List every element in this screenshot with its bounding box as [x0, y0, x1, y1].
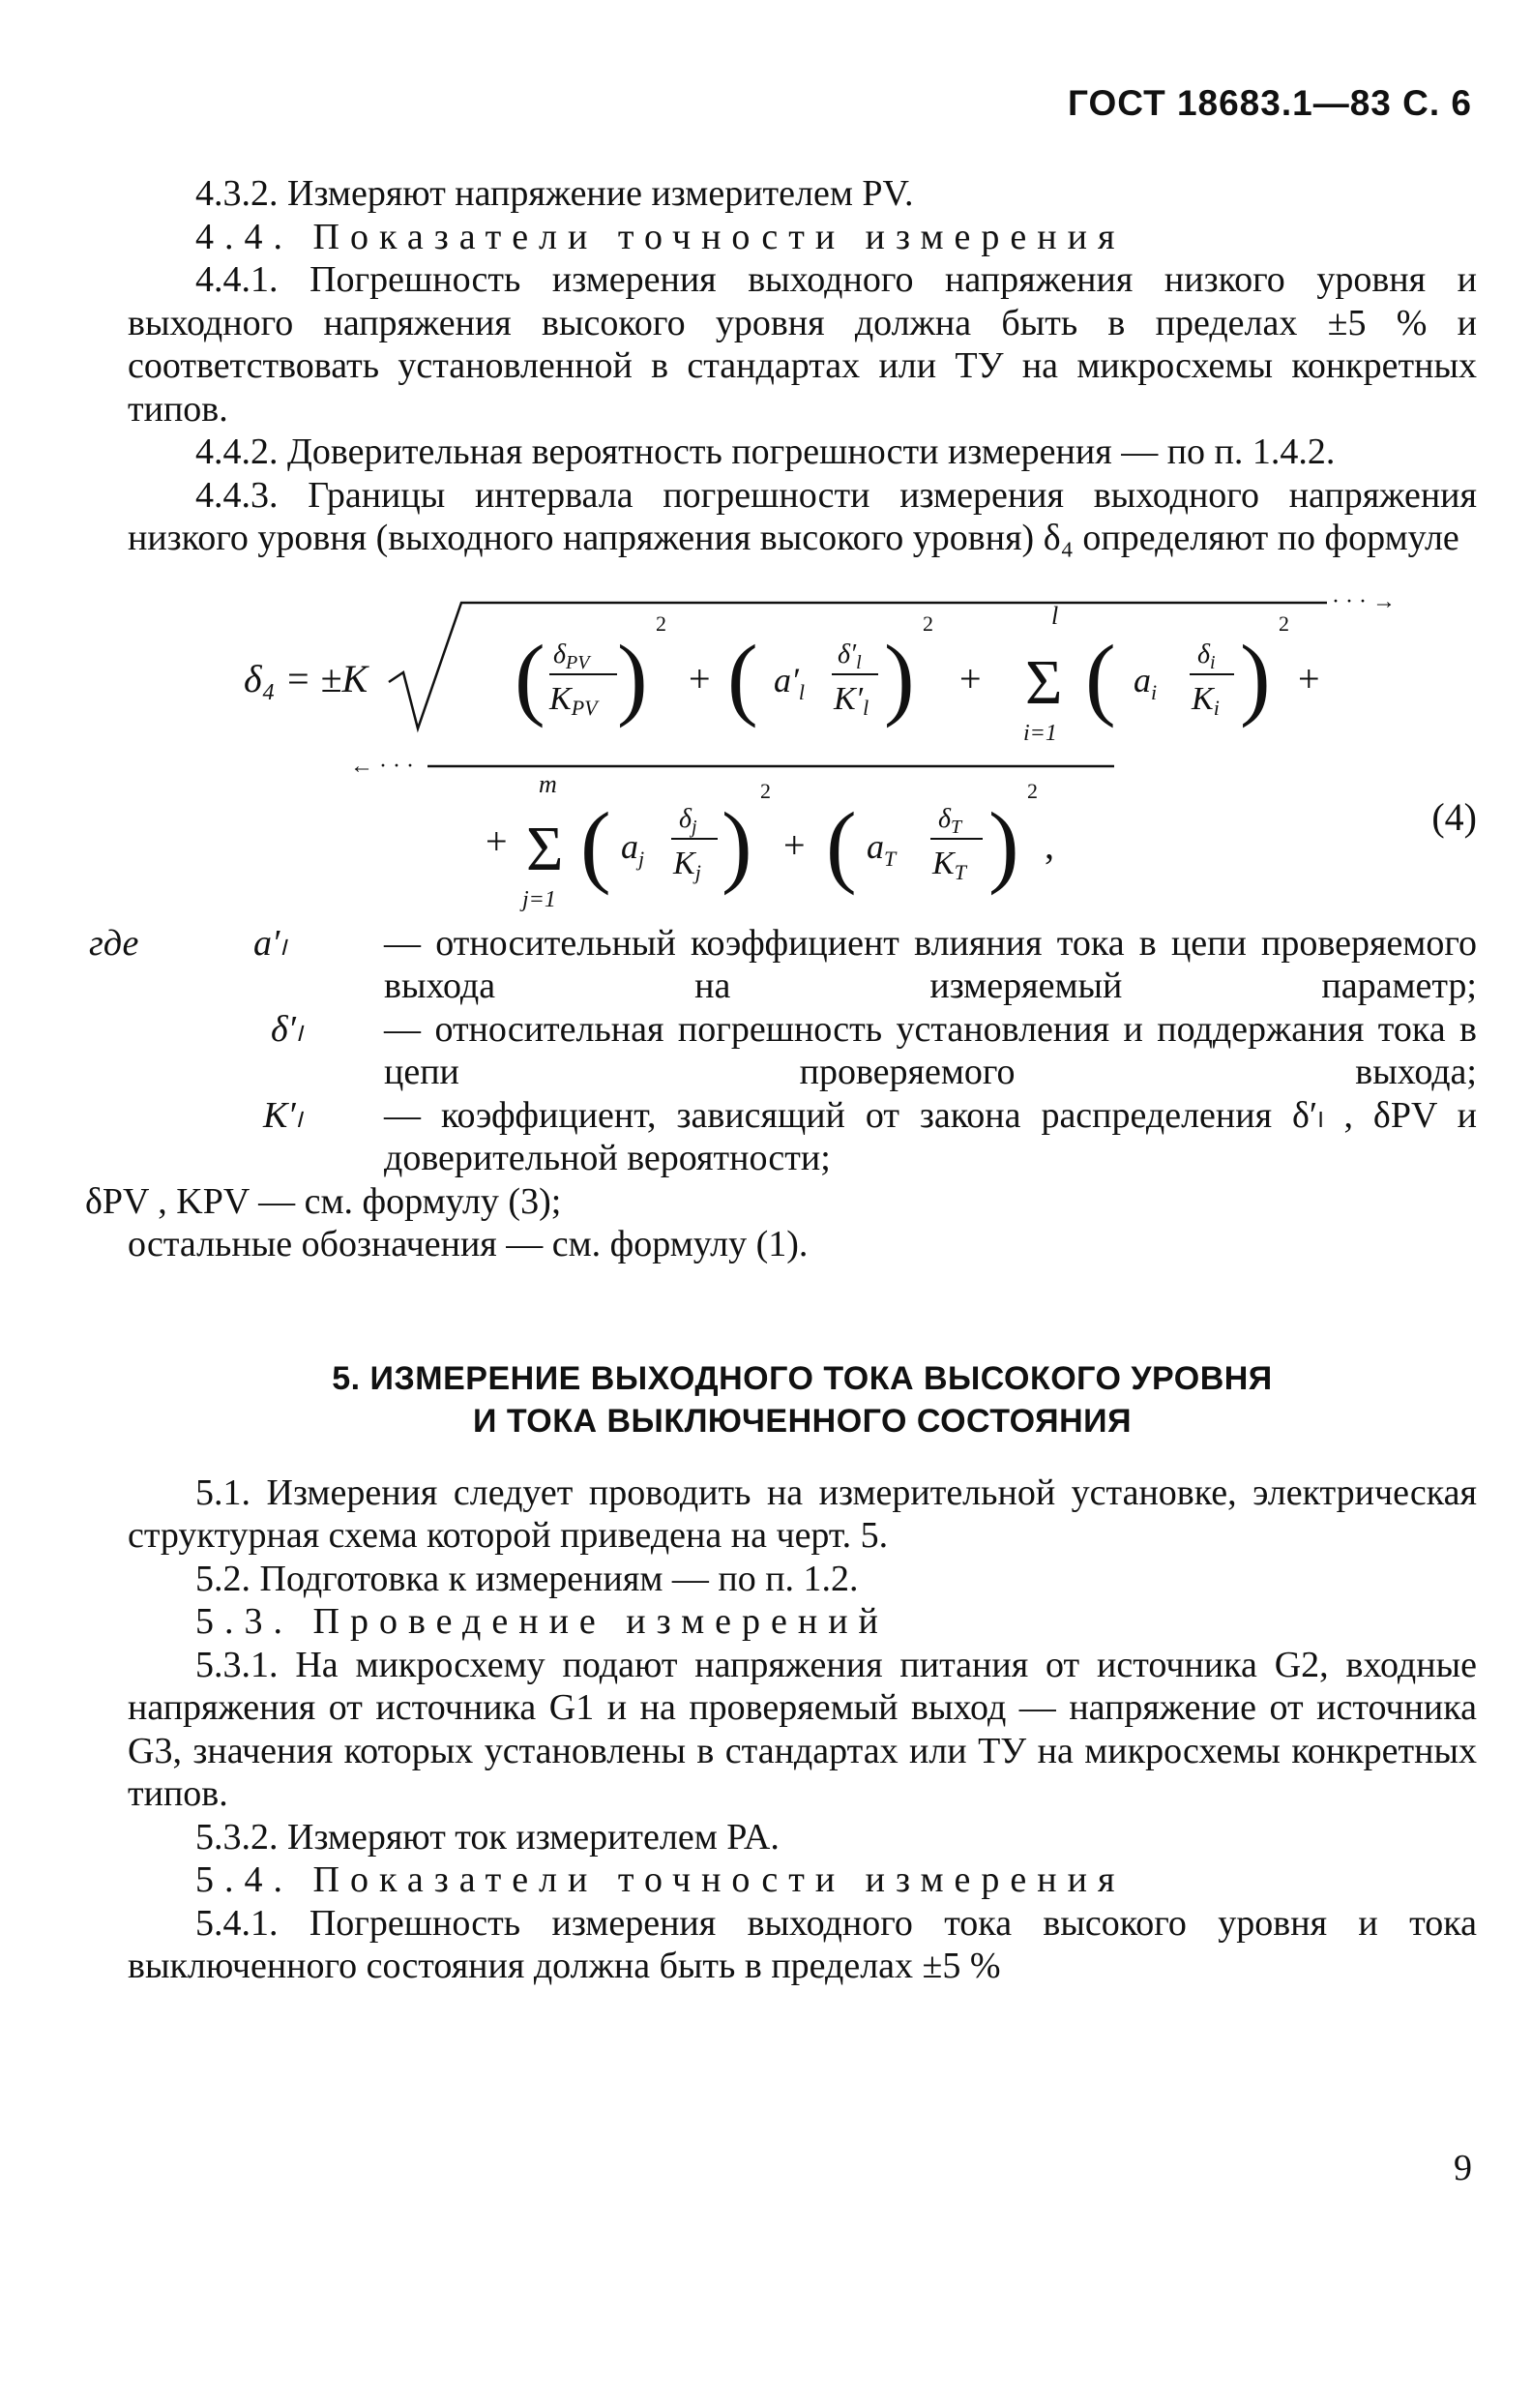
svg-text:): ) — [1240, 625, 1271, 728]
svg-text:): ) — [988, 792, 1019, 896]
svg-text:): ) — [722, 792, 752, 896]
svg-text:δi: $\delta_i$ — [1197, 639, 1216, 673]
svg-text:l: l — [1051, 601, 1059, 630]
section-5-title — [128, 1357, 1477, 1442]
paragraph-5-3-1: 5.3.1. На микросхему подают напряжения питания от источника G2, входные напряжения от источника G1 и на проверяемый выход — напряжение от источника G3, значения которых установлены в стандартах или ТУ на микросхемы конкретных типов. — [128, 1644, 1477, 1814]
svg-text:Ki: Ki — [1192, 680, 1220, 720]
svg-text:+: + — [689, 656, 711, 700]
legend-row-k — [128, 1094, 1477, 1180]
svg-text:KPV: KPV — [549, 680, 598, 720]
svg-text:+: + — [783, 822, 806, 867]
page-content — [85, 172, 1477, 1988]
svg-text:δT: $\delta_T$ — [938, 803, 962, 838]
legend-tail-2: остальные обозначения — см. формулу (1). — [128, 1224, 809, 1264]
svg-text:Σ: Σ — [1025, 646, 1063, 718]
svg-text:2: 2 — [1279, 610, 1289, 636]
legend-tail-1: δPV , KPV — см. формулу (3); — [85, 1180, 562, 1222]
svg-text:· · · →: · · · → — [1332, 588, 1396, 614]
svg-text:+: + — [486, 818, 508, 863]
paragraph-5-4-1: 5.4.1. Погрешность измерения выходного тока высокого уровня и тока выключенного состояния должна быть в пределах ±5 % — [128, 1902, 1477, 1986]
section-title-line-2: И ТОКА ВЫКЛЮЧЕННОГО СОСТОЯНИЯ — [472, 1402, 1133, 1440]
svg-text:KT: KT — [932, 845, 966, 884]
svg-text:aT: $a_T$ — [867, 826, 897, 871]
paragraph-5-1: 5.1. Измерения следует проводить на измерительной установке, электрическая структурная схема которой приведена на черт. 5. — [128, 1472, 1477, 1556]
heading-4-4: 4.4. Показатели точности измерения — [195, 216, 1126, 257]
svg-text:(: ( — [727, 625, 758, 728]
svg-text:Kj: Kj — [673, 845, 701, 884]
svg-text:): ) — [884, 625, 915, 728]
svg-text:j=1: j=1 — [522, 886, 556, 912]
equation-number: (4) — [1431, 794, 1477, 839]
svg-text:← · · ·: ← · · · — [350, 753, 414, 779]
paragraph-5-3-2: 5.3.2. Измеряют ток измерителем PA. — [195, 1816, 780, 1858]
svg-text:(: ( — [826, 792, 857, 896]
svg-text:K′l: K′l — [834, 680, 869, 720]
svg-text:+: + — [1298, 656, 1320, 700]
svg-text:a′l: $a'_l$ — [774, 660, 805, 704]
legend-text-a: — относительный коэффициент влияния тока в цепи проверяемого выхода на измеряемый параметр; — [384, 922, 1477, 1006]
legend-symbol-a: a′ₗ — [253, 922, 286, 964]
legend-text-delta: — относительная погрешность установления и поддержания тока в цепи проверяемого выхода; — [384, 1008, 1477, 1092]
svg-text:): ) — [617, 625, 648, 728]
paragraph-4-4-2: 4.4.2. Доверительная вероятность погрешности измерения — по п. 1.4.2. — [195, 431, 1336, 472]
legend-lead: где — [89, 922, 139, 964]
svg-text:2: 2 — [760, 778, 771, 803]
svg-text:2: 2 — [656, 610, 666, 636]
paragraph-4-4-1: 4.4.1. Погрешность измерения выходного напряжения низкого уровня и выходного напряжения высокого уровня должна быть в пределах ±5 % и соответствовать установленной в стандартах или ТУ на микросхемы конкретных типов. — [128, 259, 1477, 430]
formula-4-graphic — [128, 568, 1477, 914]
svg-text:(: ( — [1085, 625, 1116, 728]
page-header: ГОСТ 18683.1—83 С. 6 — [1068, 83, 1472, 123]
svg-text:δ′l: $\delta'_l$ — [838, 639, 862, 673]
formula-4 — [128, 568, 1477, 914]
svg-text:m: m — [539, 769, 557, 798]
svg-text:i=1: i=1 — [1023, 720, 1057, 746]
svg-text:Σ: Σ — [526, 813, 564, 884]
heading-5-3: 5.3. Проведение измерений — [195, 1601, 889, 1642]
legend-symbol-delta: δ′ₗ — [271, 1008, 303, 1050]
svg-text:2: 2 — [923, 610, 933, 636]
paragraph-4-4-3: 4.4.3. Границы интервала погрешности измерения выходного напряжения низкого уровня (выходного напряжения высокого уровня) δ₄ определяют по формуле — [128, 474, 1477, 558]
symbol-legend — [85, 922, 1477, 1266]
svg-text:,: , — [1045, 822, 1054, 867]
paragraph-5-2: 5.2. Подготовка к измерениям — по п. 1.2. — [195, 1558, 859, 1599]
svg-text:aj: $a_j$ — [621, 826, 645, 871]
legend-row-a — [89, 922, 1477, 1008]
svg-text:2: 2 — [1027, 778, 1038, 803]
heading-5-4: 5.4. Показатели точности измерения — [195, 1859, 1126, 1900]
svg-text:+: + — [959, 656, 982, 700]
svg-text:δPV: $\delta_{PV}$ — [553, 639, 590, 673]
legend-symbol-k: K′ₗ — [263, 1094, 302, 1136]
section-title-line-1: 5. ИЗМЕРЕНИЕ ВЫХОДНОГО ТОКА ВЫСОКОГО УРОВНЯ — [332, 1359, 1273, 1397]
paragraph-4-3-2: 4.3.2. Измеряют напряжение измерителем PV. — [195, 173, 914, 214]
svg-text:δj: $\delta_j$ — [679, 803, 697, 838]
svg-text:ai: $a_i$ — [1134, 660, 1158, 704]
formula-lhs: δ₄ = ±K — [244, 656, 368, 700]
page-number: 9 — [1454, 2148, 1472, 2188]
legend-text-k: — коэффициент, зависящий от закона распределения δ′ₗ , δPV и доверительной вероятности; — [384, 1094, 1477, 1178]
svg-text:(: ( — [580, 792, 611, 896]
legend-row-delta — [128, 1008, 1477, 1094]
svg-text:(: ( — [515, 625, 545, 728]
